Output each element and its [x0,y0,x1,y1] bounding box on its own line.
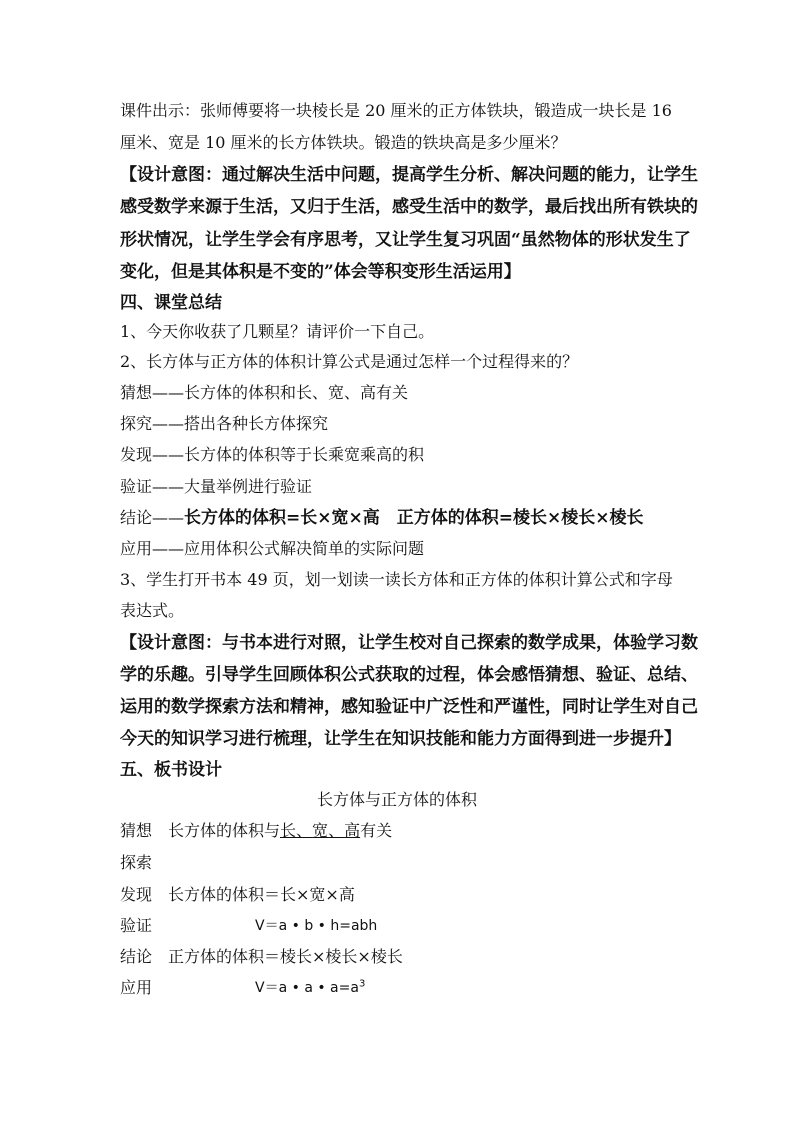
summary-line-1: 1、今天你收获了几颗星？请评价一下自己。 [120,322,435,341]
board-verify-formula: V＝a • b • h=abh [255,918,378,934]
board-conclude-text: 正方体的体积＝棱长×棱长×棱长 [168,947,403,966]
board-guess-label: 猜想 [120,821,153,840]
conclusion-line [120,507,643,529]
board-discover-row [120,884,355,906]
board-discover-label: 发现 [120,885,153,904]
summary-line-3: 猜想——长方体的体积和长、宽、高有关 [120,383,409,402]
section4-title: 四、课堂总结 [120,293,222,313]
intent1-line-4: 变化，但是其体积是不变的”体会等积变形生活运用】 [120,262,521,282]
intent2-line-2: 学的乐趣。引导学生回顾体积公式获取的过程，体会感悟猜想、验证、总结、 [120,665,698,685]
board-apply-label: 应用 [120,978,153,997]
board-verify-label: 验证 [120,916,153,935]
step3-line-2: 表达式。 [120,601,185,620]
intent1-line-3: 形状情况，让学生学会有序思考，又让学生复习巩固“虽然物体的形状发生了 [120,230,691,250]
summary-line-5: 发现——长方体的体积等于长乘宽乘高的积 [120,445,425,464]
board-guess-row [120,820,393,842]
board-discover-text: 长方体的体积＝长×宽×高 [168,885,355,904]
verify-line: 验证——大量举例进行验证 [120,477,313,496]
summary-line-2: 2、长方体与正方体的体积计算公式是通过怎样一个过程得来的？ [120,352,579,371]
intent2-line-3: 运用的数学探索方法和精神，感知验证中广泛性和严谨性，同时让学生对自己 [120,697,698,717]
board-title: 长方体与正方体的体积 [316,790,477,809]
apply-line: 应用——应用体积公式解决简单的实际问题 [120,539,425,558]
conclusion-formulas: 长方体的体积=长×宽×高 正方体的体积=棱长×棱长×棱长 [184,508,644,528]
intent2-line-4: 今天的知识学习进行梳理，让学生在知识技能和能力方面得到进一步提升】 [120,729,681,749]
intent1-line-1: 【设计意图：通过解决生活中问题，提高学生分析、解决问题的能力，让学生 [120,165,698,185]
section5-title: 五、板书设计 [120,760,222,780]
board-guess-text: 长方体的体积与长、宽、高有关 [168,821,393,840]
summary-line-4: 探究——搭出各种长方体探究 [120,414,329,433]
exercise-line-1: 课件出示：张师傅要将一块棱长是 20 厘米的正方体铁块，锻造成一块长是 16 [120,101,672,120]
board-apply-row [120,977,366,999]
intent1-line-2: 感受数学来源于生活，又归于生活，感受生活中的数学，最后找出所有铁块的 [120,197,698,217]
board-explore-label: 探索 [120,853,153,872]
exponent: 3 [358,978,366,990]
conclusion-prefix: 结论—— [120,508,185,527]
step3-line-1: 3、学生打开书本 49 页，划一划读一读长方体和正方体的体积计算公式和字母 [120,570,673,589]
intent2-line-1: 【设计意图：与书本进行对照，让学生校对自己探索的数学成果，体验学习数 [120,633,698,653]
board-conclude-label: 结论 [120,947,153,966]
board-conclude-row [120,946,403,968]
board-apply-formula: V＝a • a • $a=a^3$ [255,978,366,996]
board-verify-row [120,915,378,937]
exercise-line-2: 厘米、宽是 10 厘米的长方体铁块。锻造的铁块高是多少厘米？ [120,133,567,152]
